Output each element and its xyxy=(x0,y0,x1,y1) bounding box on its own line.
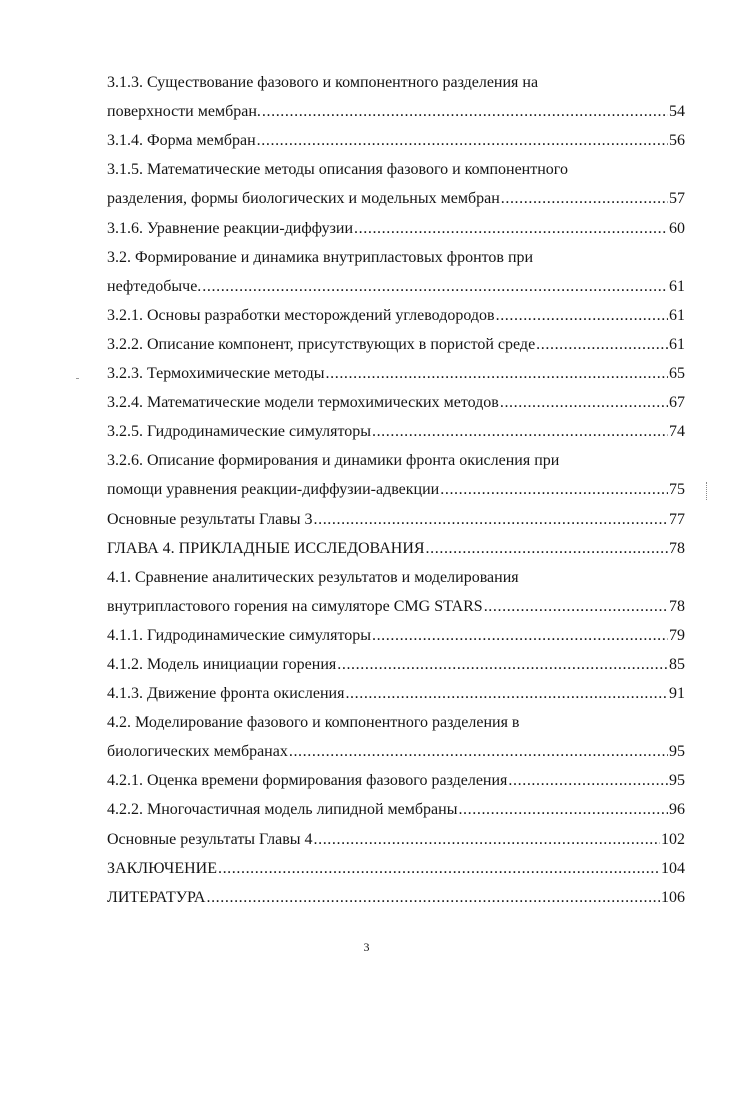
toc-page-number: 78 xyxy=(669,597,685,615)
dot-leader xyxy=(372,628,668,644)
toc-entry-title: ЛИТЕРАТУРА xyxy=(107,888,206,906)
toc-entry-line xyxy=(107,149,685,178)
dot-leader xyxy=(257,133,668,149)
dot-leader xyxy=(289,744,668,760)
toc-entry-title: 3.2.1. Основы разработки месторождений углеводородов xyxy=(107,306,495,324)
toc-entry-line xyxy=(107,62,685,91)
toc-page-number: 78 xyxy=(669,539,685,557)
toc-entry-line xyxy=(107,382,685,411)
toc-entry-line xyxy=(107,760,685,789)
toc-entry-title: 3.1.6. Уравнение реакции-диффузии xyxy=(107,219,354,237)
dot-leader xyxy=(206,890,660,906)
toc-page-number: 54 xyxy=(669,103,685,121)
toc-page-number: 91 xyxy=(669,685,685,703)
dot-leader xyxy=(262,104,668,120)
toc-entry-title: 3.1.5. Математические методы описания фазового и компонентного xyxy=(107,161,568,179)
toc-page-number: 61 xyxy=(669,277,685,295)
toc-entry-line xyxy=(107,702,685,731)
toc-entry-title: 4.1. Сравнение аналитических результатов и моделирования xyxy=(107,568,519,586)
toc-page-number: 60 xyxy=(669,219,685,237)
toc-entry-line xyxy=(107,818,685,847)
scan-artifact xyxy=(706,482,709,500)
toc-entry-title: Основные результаты Главы 3 xyxy=(107,510,313,528)
toc-entry-line xyxy=(107,615,685,644)
toc-page-number: 65 xyxy=(669,365,685,383)
toc-entry-title: ГЛАВА 4. ПРИКЛАДНЫЕ ИССЛЕДОВАНИЯ xyxy=(107,539,425,557)
dot-leader xyxy=(536,337,668,353)
toc-page-number: 85 xyxy=(669,655,685,673)
toc-entry-line xyxy=(107,266,685,295)
toc-entry-line xyxy=(107,440,685,469)
toc-page-number: 61 xyxy=(669,306,685,324)
toc-page-number: 106 xyxy=(661,888,685,906)
toc-page-number: 102 xyxy=(661,830,685,848)
toc-page-number: 61 xyxy=(669,335,685,353)
dot-leader xyxy=(326,366,668,382)
toc-entry-title: 4.2. Моделирование фазового и компонентного разделения в xyxy=(107,714,520,732)
toc-page-number: 96 xyxy=(669,801,685,819)
toc-entry-line xyxy=(107,848,685,877)
toc-entry-line xyxy=(107,91,685,120)
dot-leader xyxy=(314,512,669,528)
toc-entry-title: Основные результаты Главы 4 xyxy=(107,830,313,848)
toc-entry-line xyxy=(107,877,685,906)
toc-entry-title: внутрипластового горения на симуляторе CMG STARS xyxy=(107,597,483,615)
dot-leader xyxy=(496,308,668,324)
dot-leader xyxy=(372,424,668,440)
toc-entry-title: 3.2.3. Термохимические методы xyxy=(107,365,325,383)
toc-page-number: 79 xyxy=(669,626,685,644)
toc-entry-title: 4.2.1. Оценка времени формирования фазового разделения xyxy=(107,772,508,790)
toc-entry-line xyxy=(107,295,685,324)
toc-entry-line xyxy=(107,789,685,818)
toc-page-number: 56 xyxy=(669,132,685,150)
toc-entry-line xyxy=(107,644,685,673)
toc-entry-title: 4.2.2. Многочастичная модель липидной мембраны xyxy=(107,801,458,819)
toc-entry-line xyxy=(107,411,685,440)
toc-entry-line xyxy=(107,557,685,586)
toc-page-number: 95 xyxy=(669,743,685,761)
toc-entry-title: 3.2.4. Математические модели термохимических методов xyxy=(107,394,499,412)
toc-page-number: 104 xyxy=(661,859,685,877)
toc-entry-title: 3.2.5. Гидродинамические симуляторы xyxy=(107,423,371,441)
toc-entry-title: помощи уравнения реакции-диффузии-адвекции xyxy=(107,481,440,499)
toc-page-number: 57 xyxy=(669,190,685,208)
dot-leader xyxy=(508,773,668,789)
dot-leader xyxy=(501,191,668,207)
toc-entry-title: нефтедобыче. xyxy=(107,277,202,295)
toc-entry-title: ЗАКЛЮЧЕНИЕ xyxy=(107,859,217,877)
toc-entry-line xyxy=(107,324,685,353)
dot-leader xyxy=(426,541,668,557)
toc-entry-title: 4.1.1. Гидродинамические симуляторы xyxy=(107,626,371,644)
toc-entry-line xyxy=(107,469,685,498)
toc-entry-line xyxy=(107,353,685,382)
scan-artifact-dot xyxy=(76,378,79,379)
dot-leader xyxy=(202,279,668,295)
toc-entry-title: разделения, формы биологических и модельных мембран xyxy=(107,190,500,208)
toc-entry-line xyxy=(107,528,685,557)
table-of-contents xyxy=(107,62,685,906)
toc-entry-title: поверхности мембран. xyxy=(107,103,261,121)
dot-leader xyxy=(218,861,660,877)
toc-entry-line xyxy=(107,731,685,760)
toc-entry-line xyxy=(107,673,685,702)
toc-entry-title: 3.2.6. Описание формирования и динамики фронта окисления при xyxy=(107,452,560,470)
page-number: 3 xyxy=(363,940,370,954)
toc-entry-title: 3.1.4. Форма мембран xyxy=(107,132,256,150)
toc-page-number: 74 xyxy=(669,423,685,441)
toc-entry-title: 4.1.2. Модель инициации горения xyxy=(107,655,337,673)
toc-entry-line xyxy=(107,586,685,615)
toc-entry-title: биологических мембранах xyxy=(107,743,288,761)
toc-page-number: 95 xyxy=(669,772,685,790)
toc-page-number: 77 xyxy=(669,510,685,528)
dot-leader xyxy=(440,482,668,498)
dot-leader xyxy=(354,221,668,237)
toc-entry-title: 3.2. Формирование и динамика внутрипластовых фронтов при xyxy=(107,248,534,266)
dot-leader xyxy=(484,599,668,615)
toc-page-number: 75 xyxy=(669,481,685,499)
toc-entry-title: 4.1.3. Движение фронта окисления xyxy=(107,685,345,703)
toc-entry-line xyxy=(107,498,685,527)
dot-leader xyxy=(458,802,668,818)
toc-page-number: 67 xyxy=(669,394,685,412)
toc-entry-line xyxy=(107,178,685,207)
toc-entry-line xyxy=(107,237,685,266)
dot-leader xyxy=(345,686,668,702)
dot-leader xyxy=(337,657,668,673)
toc-entry-title: 3.2.2. Описание компонент, присутствующих в пористой среде xyxy=(107,335,536,353)
toc-entry-line xyxy=(107,120,685,149)
toc-entry-line xyxy=(107,207,685,236)
dot-leader xyxy=(314,832,661,848)
dot-leader xyxy=(500,395,668,411)
toc-entry-title: 3.1.3. Существование фазового и компонентного разделения на xyxy=(107,74,539,92)
